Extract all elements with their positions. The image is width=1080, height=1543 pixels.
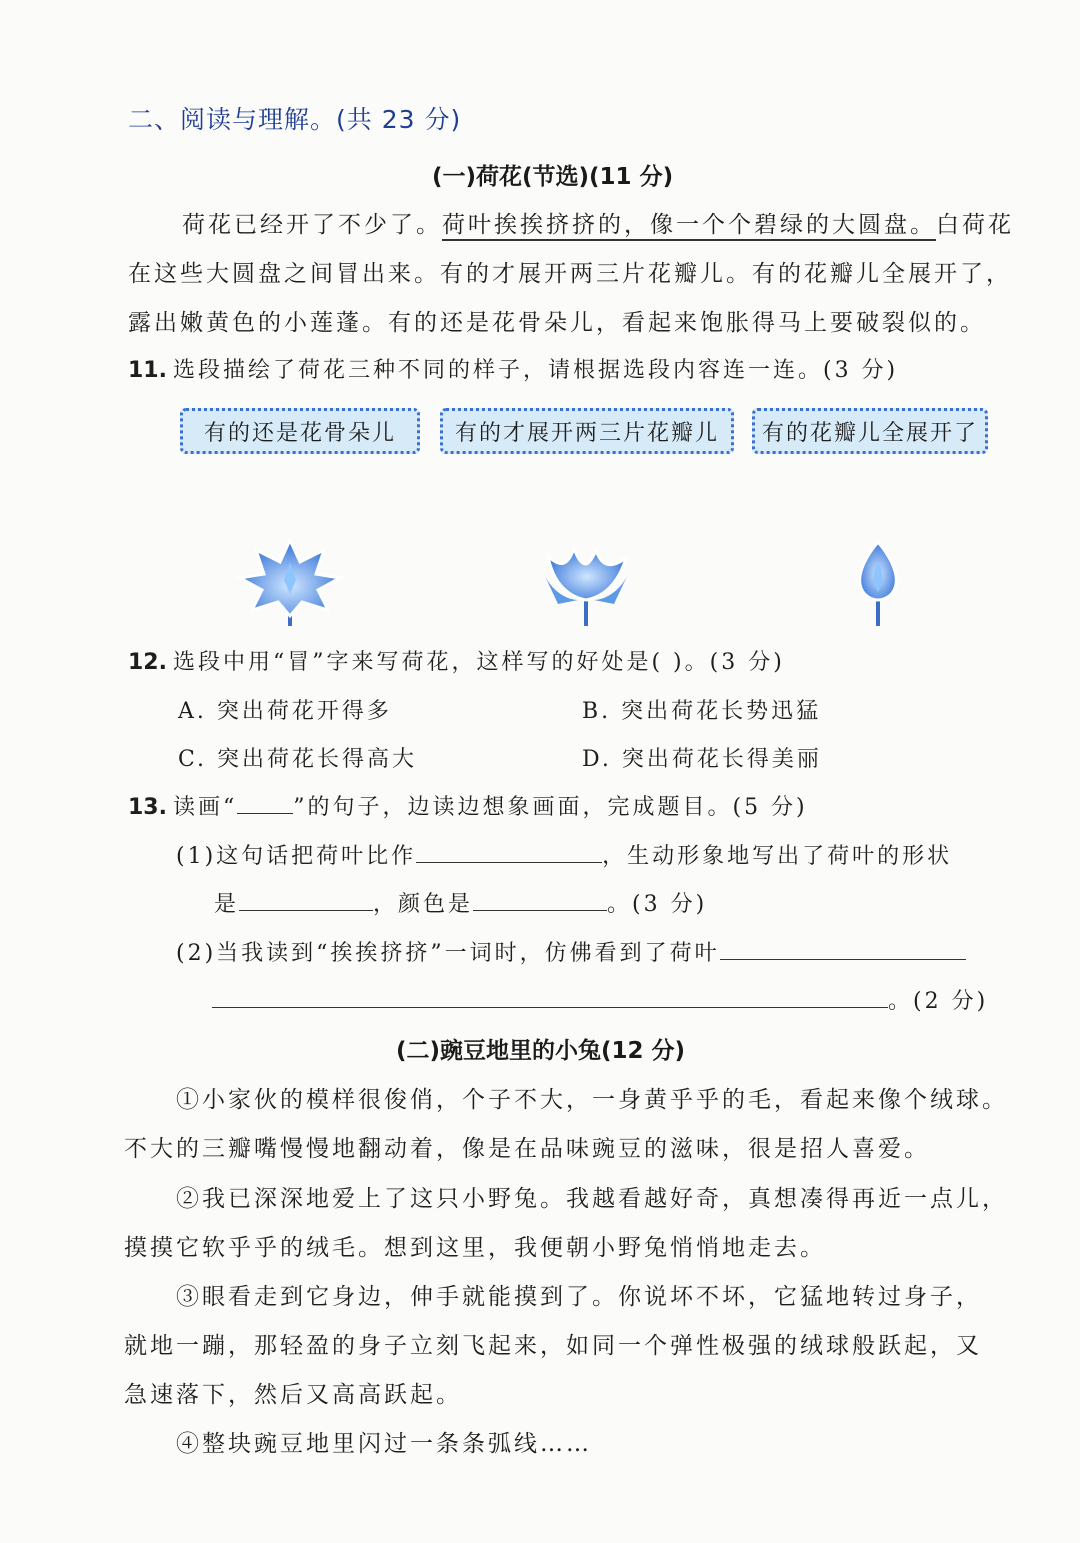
passage1-line1-before: 荷花已经开了不少了。	[182, 212, 442, 238]
passage2-title: (二)豌豆地里的小兔(12 分)	[396, 1038, 686, 1064]
question-text-a: 读画“	[172, 795, 238, 820]
match-card-1[interactable]: 有的还是花骨朵儿	[180, 408, 420, 454]
question-number: 11.	[128, 358, 167, 383]
passage1-line2: 在这些大圆盘之间冒出来。有的才展开两三片花瓣儿。有的花瓣儿全展开了，	[128, 261, 1012, 287]
q13-sub1-cont	[214, 887, 707, 918]
p2-para3-line1: ③眼看走到它身边，伸手就能摸到了。你说坏不坏，它猛地转过身子，	[176, 1284, 982, 1310]
q13-sub1-text-a: (1)这句话把荷叶比作	[176, 844, 417, 869]
question-13	[128, 790, 808, 821]
q13-sub2-text-a: (2)当我读到“挨挨挤挤”一词时，仿佛看到了荷叶	[176, 941, 720, 966]
q13-sub2-cont	[212, 984, 988, 1015]
answer-blank-4[interactable]	[720, 941, 966, 960]
passage1-line1	[182, 206, 1014, 239]
lotus-bud-icon[interactable]	[852, 538, 904, 628]
question-12	[128, 645, 785, 676]
p2-para2-line2: 摸摸它软乎乎的绒毛。想到这里，我便朝小野兔悄悄地走去。	[124, 1235, 826, 1261]
p2-para3-line2: 就地一蹦，那轻盈的身子立刻飞起来，如同一个弹性极强的绒球般跃起，又	[124, 1333, 982, 1359]
p2-para1-line1: ①小家伙的模样很俊俏，个子不大，一身黄乎乎的毛，看起来像个绒球。	[176, 1087, 1008, 1113]
blank-line	[237, 795, 293, 814]
option-b[interactable]: B. 突出荷花长势迅猛	[582, 699, 822, 724]
p2-para3-line3: 急速落下，然后又高高跃起。	[124, 1382, 462, 1408]
q13-sub1-text-e: 。(3 分)	[607, 892, 708, 917]
q13-sub1-text-c: 是	[214, 892, 240, 917]
question-number: 12.	[128, 650, 167, 675]
passage1-line1-after: 白荷花	[936, 212, 1014, 238]
half-open-lotus-icon[interactable]	[538, 538, 634, 628]
question-text: 选段描绘了荷花三种不同的样子，请根据选段内容连一连。(3 分)	[172, 358, 899, 383]
q13-sub1-text-d: ，颜色是	[373, 892, 474, 917]
option-d[interactable]: D. 突出荷花长得美丽	[582, 747, 822, 772]
q13-sub2	[176, 936, 966, 967]
answer-blank-1[interactable]	[416, 844, 602, 863]
match-card-3[interactable]: 有的花瓣儿全展开了	[752, 408, 988, 454]
p2-para4-line1: ④整块豌豆地里闪过一条条弧线……	[176, 1431, 592, 1457]
p2-para1-line2: 不大的三瓣嘴慢慢地翻动着，像是在品味豌豆的滋味，很是招人喜爱。	[124, 1136, 930, 1162]
full-bloom-lotus-icon[interactable]	[236, 532, 344, 628]
question-text-b: ”的句子，边读边想象画面，完成题目。(5 分)	[293, 795, 808, 820]
q13-sub1-text-b: ，生动形象地写出了荷叶的形状	[602, 844, 953, 869]
answer-blank-5[interactable]	[212, 989, 888, 1008]
option-c[interactable]: C. 突出荷花长得高大	[178, 747, 418, 772]
question-11	[128, 353, 898, 384]
match-card-2[interactable]: 有的才展开两三片花瓣儿	[440, 408, 734, 454]
question-text: 选段中用“冒”字来写荷花，这样写的好处是( )。(3 分)	[172, 650, 785, 675]
passage1-title: (一)荷花(节选)(11 分)	[432, 164, 674, 190]
answer-blank-2[interactable]	[239, 892, 373, 911]
option-a[interactable]: A. 突出荷花开得多	[178, 699, 392, 724]
q13-sub1	[176, 839, 952, 870]
passage1-line3: 露出嫩黄色的小莲蓬。有的还是花骨朵儿，看起来饱胀得马上要破裂似的。	[128, 310, 986, 336]
underlined-sentence: 荷叶挨挨挤挤的，像一个个碧绿的大圆盘。	[442, 212, 936, 241]
q13-sub2-end: 。(2 分)	[888, 989, 989, 1014]
question-number: 13.	[128, 795, 167, 820]
section-title: 二、阅读与理解。(共 23 分)	[128, 105, 462, 134]
p2-para2-line1: ②我已深深地爱上了这只小野兔。我越看越好奇，真想凑得再近一点儿，	[176, 1186, 1008, 1212]
answer-blank-3[interactable]	[473, 892, 607, 911]
